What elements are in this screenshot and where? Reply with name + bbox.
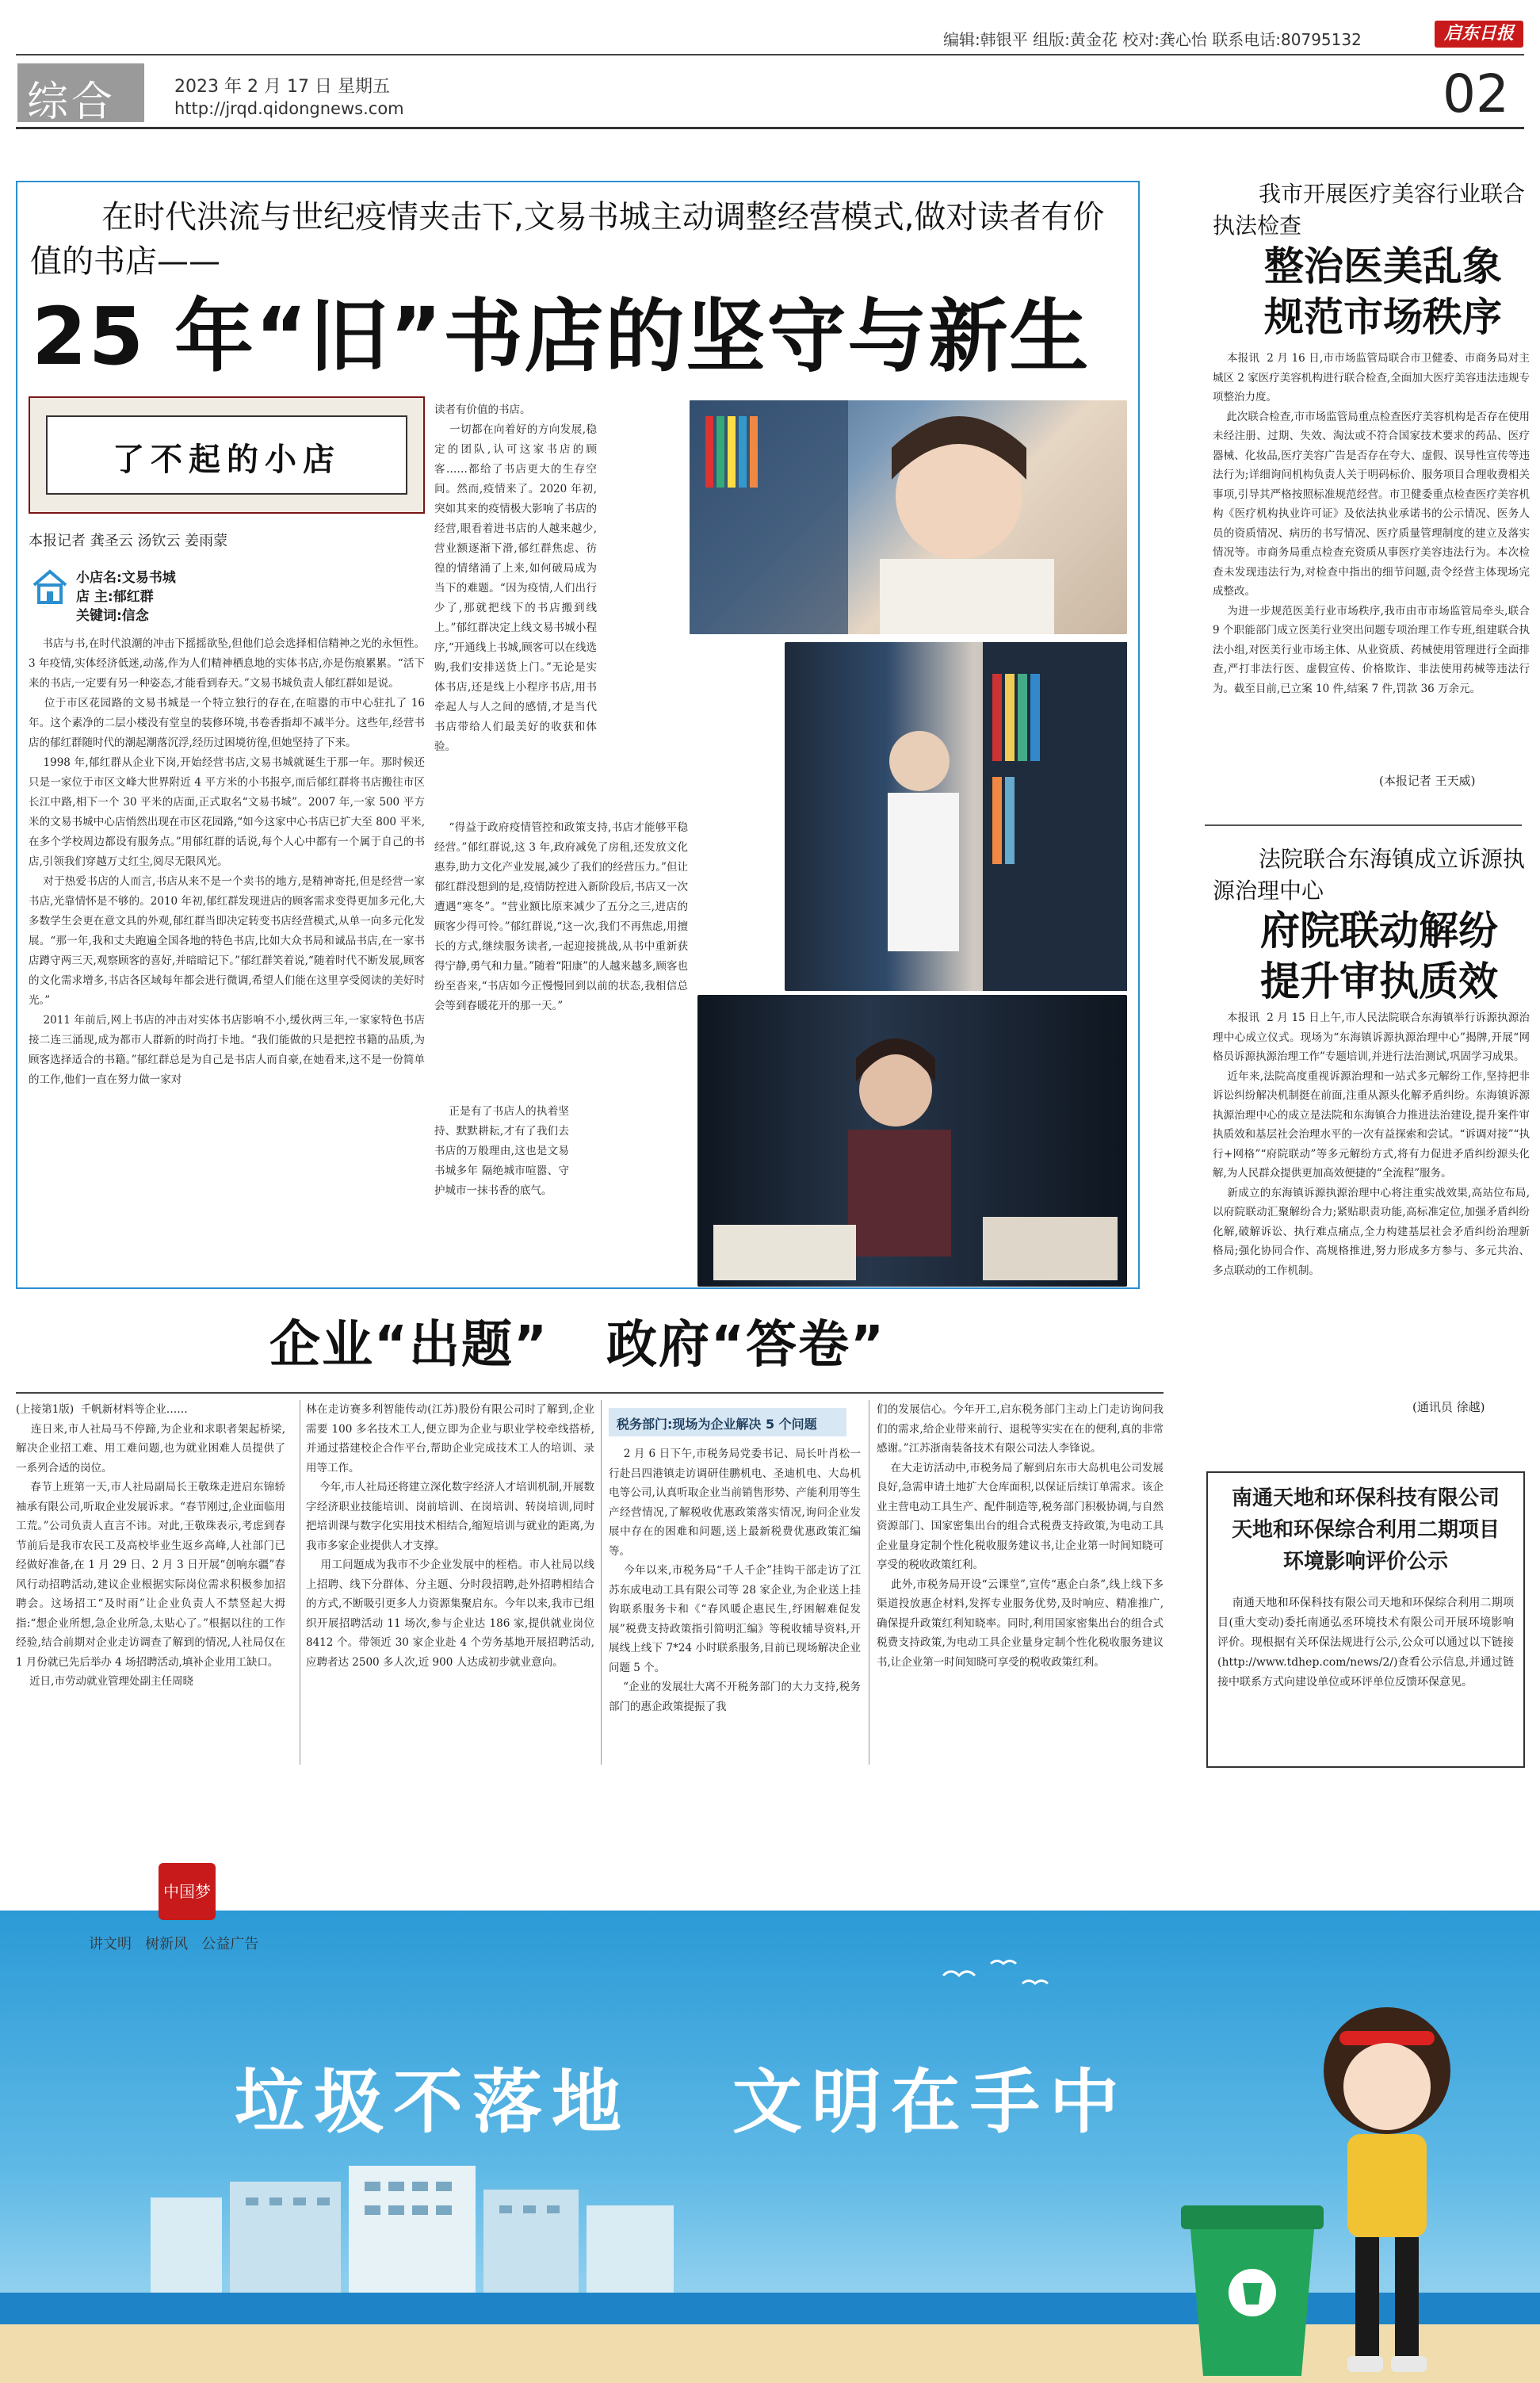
second-rule [16,1392,1164,1394]
photo-girl-reading [690,400,1127,634]
lead-byline: 本报记者 龚圣云 汤钦云 姜雨蒙 [29,533,228,549]
side1-kicker: 我市开展医疗美容行业联合执法检查 [1213,181,1526,239]
second-column-4: 们的发展信心。今年开工,启东税务部门主动上门走访询问我们的需求,给企业带来前行、退税等实实在在的便利,真的非常感谢。”江苏浙南装备技术有限公司法人李锋说。 在大走访活动中,市税务局了解到启东市大岛机电公司发展良好,急需申请土地扩大仓库面积,以保证后续订单需求。该企业主营电动工具生产、配件制造等,税务部门积极协调,与自然资源部门、国家密集出台的组合式税费支持政策,为电动工具企业量身定制个性化税收服务建议书,让企业第一时间知晓可享受的税收政策红利。 此外,市税务局开设“云课堂”,宣传“惠企白条”,线上线下多渠道投放惠企材料,发挥专业服务优势,及时响应、精准推广,确保提升政策红利知晓率。同时,利用国家密集出台的组合式税费支持政策,为电动工具企业量身定制个性化税收服务建议书,让企业第一时间知晓可享受的税收政策红利。 [877,1403,1164,1669]
side2-headline: 府院联动解纷 提升审执质效 [1260,908,1498,1004]
lead-column-2c: 正是有了书店人的执着坚持、默默耕耘,才有了我们去书店的万般理由,这也是文易书城多年 隔绝城市喧嚣、守护城市一抹书香的底气。 [434,1105,569,1197]
ad-banner [0,1817,1540,2383]
col-sep-2 [601,1400,602,1765]
lead-column-2b: “得益于政府疫情管控和政策支持,书店才能够平稳经营。”郁红群说,这 3 年,政府减免了房租,还发放文化惠券,助力文化产业发展,减少了我们的经营压力。”但让郁红群没想到的是,疫情防控进入新阶段后,书店又一次遭遇“寒冬”。“营业额比原来减少了五分之三,进店的顾客少得可怜。”郁红群说,“这一次,我们不再焦虑,用擅长的方式,继续服务读者,一起迎接挑战,从书中重新获得宁静,勇气和力量。”随着“阳康”的人越来越多,顾客也纷至沓来,“书店如今正慢慢回到以前的状态,我相信总会等到春暖花开的那一天。” [434,821,688,1012]
page-number: 02 [1443,63,1509,124]
masthead-rule-top [16,54,1524,55]
notice-title: 南通天地和环保科技有限公司 天地和环保综合利用二期项目 环境影响评价公示 [1231,1486,1500,1574]
shop-name: 小店名:文易书城 [76,570,176,586]
lead-kicker: 在时代洪流与世纪疫情夹击下,文易书城主动调整经营模式,做对读者有价值的书店—— [30,199,1105,280]
ad-buildings [127,2150,697,2293]
lead-banner [29,396,425,514]
subhead-tax-box [609,1408,846,1436]
lead-column-2a: 读者有价值的书店。 一切都在向着好的方向发展,稳定的团队,认可这家书店的顾客……都给了书店更大的生存空间。然而,疫情来了。2020 年初,突如其来的疫情极大影响了书店的经营,眼看着进书店的人越来越少,营业额逐渐下滑,郁红群焦虑、彷徨的情绪涌了上来,如何破局成为当下的难题。“因为疫情,人们出行少了,那就把线下的书店搬到线上。”郁红群决定上线文易书城小程序,“开通线上书城,顾客可以在线选购,我们安排送货上门。”无论是实体书店,还是线上小程序书店,用书牵起人与人之间的感情,才是当代书店带给人们最美好的收获和体验。 [434,404,597,753]
issue-date: 2023 年 2 月 17 日 星期五 [174,77,390,97]
side1-headline: 整治医美乱象 规范市场秩序 [1264,243,1502,340]
side2-signoff: (通讯员 徐越) [1412,1400,1485,1414]
masthead-credits: 编辑:韩银平 组版:黄金花 校对:龚心怡 联系电话:80795132 [943,30,1362,49]
shop-owner: 店 主:郁红群 [76,589,154,605]
ad-brand-text: 中国梦 [163,1882,211,1901]
logo-text: 启东日报 [1443,24,1514,44]
ad-slogan: 垃圾不落地 文明在手中 [235,2061,1129,2143]
side2-body: 本报讯 2 月 15 日上午,市人民法院联合东海镇举行诉源执源治理中心成立仪式。现场为“东海镇诉源执源治理中心”揭牌,开展“网格员诉源执源治理工作”专题培训,并进行法治测试,巩固学习成果。 近年来,法院高度重视诉源治理和一站式多元解纷工作,坚持把非诉讼纠纷解决机制挺在前面,注重从源头化解矛盾纠纷。东海镇诉源执源治理中心的成立是法院和东海镇合力推进法治建设,提升案件审执质效和基层社会治理水平的一次有益探索和尝试。“诉调对接”“执行+网格”“府院联动”等多元解纷方式,将有力促进矛盾纠纷源头化解,为人民群众提供更加高效便捷的“全流程”服务。 新成立的东海镇诉源执源治理中心将注重实战效果,高站位布局,以府院联动汇聚解纷合力;紧贴职责功能,高标准定位,加强矛盾纠纷化解,破解诉讼、执行难点痛点,全力构建基层社会矛盾纠纷治理新格局;强化协同合作、高规格推进,努力形成多方参与、多元共治、多点联动的工作机制。 [1213,1012,1530,1277]
side-divider-1 [1205,824,1522,826]
ad-seagulls [935,1952,1054,1999]
site-url: http://jrqd.qidongnews.com [174,99,404,118]
shop-keyword: 关键词:信念 [76,608,149,624]
banner-text: 了不起的小店 [113,441,341,478]
second-column-1: (上接第1版) 千帆新材料等企业…… 连日来,市人社局马不停蹄,为企业和求职者架起桥梁,解决企业招工难、用工难问题,也为就业困难人员提供了一系列合适的岗位。 春节上班第一天,市人社局副局长王敬珠走进启东锦轿袖承有限公司,听取企业发展诉求。“春节刚过,企业面临用工荒。”公司负责人直言不讳。对此,王敬珠表示,考虑到春节前后是我市农民工及高校毕业生返乡高峰,人社部门已经做好准备,在 1 月 29 日、2 月 3 日开展“创响东疆”春风行动招聘活动,建议企业根据实际岗位需求积极参加招聘会。这场招工“及时雨”让企业负责人不禁竖起大拇指:“想企业所想,急企业所急,太贴心了。”根据以往的工作经验,结合前期对企业走访调查了解到的情况,人社局仅在 1 月份就已先后举办 4 场招聘活动,填补企业用工缺口。 近日,市劳动就业管理处副主任周晓 [16,1403,285,1688]
ad-tags: 讲文明 树新风 公益广告 [89,1936,259,1953]
photo-store-owner [697,995,1127,1287]
ad-girl-illustration [1300,1999,1474,2383]
section-tab [17,63,144,126]
subhead-tax: 税务部门:现场为企业解决 5 个问题 [617,1417,817,1432]
section-label: 综合 [27,78,117,126]
side1-body: 本报讯 2 月 16 日,市市场监管局联合市卫健委、市商务局对主城区 2 家医疗美容机构进行联合检查,全面加大医疗美容违法违规专项整治力度。 此次联合检查,市市场监管局重点检查医疗美容机构是否存在使用未经注册、过期、失效、淘汰或不符合国家技术要求的药品、医疗器械、化妆品,医疗美容广告是否存在夸大、虚假、误导性宣传等违法行为;详细询问机构负责人关于明码标价、服务项目合理收费相关事项,引导其严格按照标准规范经营。市卫健委重点检查医疗美容机构《医疗机构执业许可证》及依法执业承诺书的公示情况、医务人员的资质情况、病历的书写情况、医疗质量管理制度的建立及落实情况等。市商务局重点检查充资质从事医疗美容违法行为。本次检查未发现违法行为,对检查中指出的细节问题,责令经营主体现场完成整改。 为进一步规范医美行业市场秩序,我市由市市场监管局牵头,联合 9 个职能部门成立医美行业突出问题专项治理工作专班,组建联合执法小组,对医美行业市场主体、从业资质、药械使用管理进行全面排查,严打非法行医、虚假宣传、价格欺诈、非法使用药械等违法行为。截至目前,已立案 10 件,结案 7 件,罚款 36 万余元。 [1213,352,1530,695]
notice-body: 南通天地和环保科技有限公司天地和环保综合利用二期项目(重大变动)委托南通弘丞环境技术有限公司开展环境影响评价。现根据有关环保法规进行公示,公众可以通过以下链接(http://www.tdhep.com/news/2/)查看公示信息,并通过链接中联系方式向建设单位或环评单位反馈环保意见。 [1217,1597,1514,1689]
side1-signoff: (本报记者 王天威) [1379,774,1476,788]
lead-column-1: 书店与书,在时代浪潮的冲击下摇摇欲坠,但他们总会选择相信精神之光的永恒性。3 年疫情,实体经济低迷,动荡,作为人们精神栖息地的实体书店,亦是伤痕累累。“活下来的书店,一定要有另一种姿态,才能看到春天。”文易书城负责人郁红群如是说。 位于市区花园路的文易书城是一个特立独行的存在,在喧嚣的市中心驻扎了 16 年。这个素净的二层小楼没有堂皇的装修环境,书卷香指却不减半分。这些年,经营书店的郁红群随时代的潮起潮落沉浮,经历过困境彷徨,但她坚持了下来。 1998 年,郁红群从企业下岗,开始经营书店,文易书城就诞生于那一年。那时候还只是一家位于市区文峰大世界附近 4 平方米的小书报亭,而后郁红群将书店搬往市区长江中路,相下一个 30 平米的店面,正式取名“文易书城”。2007 年,一家 500 平方米的文易书城中心店悄然出现在市区花园路,“如今这家中心书店已扩大至 800 平米,在多个学校周边都设有服务点。”用郁红群的话说,每个人心中都有一个属于自己的书店,引领我们穿越万丈红尘,阅尽无限风光。 对于热爱书店的人而言,书店从来不是一个卖书的地方,是精神寄托,但是经营一家书店,光靠情怀是不够的。2010 年初,郁红群发现进店的顾客需求变得更加多元化,大多数学生会更在意文具的外观,郁红群当即决定转变书店经营模式,从单一向多元化发展。“那一年,我和丈夫跑遍全国各地的特色书店,比如大众书局和诚品书店,在一家书店蹲守两三天,观察顾客的喜好,并暗暗记下。”郁红群笑着说,“随着时代不断发展,顾客的文化需求增多,书店各区域每年都会进行微调,希望人们能在这里享受阅读的美好时光。” 2011 年前后,网上书店的冲击对实体书店影响不小,缓伙两三年,一家家特色书店接二连三涌现,成为都市人群新的时尚打卡地。“我们能做的只是把控书籍的品质,为顾客选择适合的书籍。”郁红群总是为自己是书店人而自豪,在她看来,这不是一份简单的工作,他们一直在努力做一家对 [29,637,425,1086]
ad-brand-mark [159,1863,216,1920]
second-column-3: 2 月 6 日下午,市税务局党委书记、局长叶肖松一行赴吕四港镇走访调研佳鹏机电、圣迪机电、大岛机电等公司,认真听取企业当前销售形势、产能利用等生产经营情况,了解税收优惠政策落实情况,询问企业发展中存在的困难和问题,送上最新税费优惠政策汇编等。 今年以来,市税务局“千人千企”挂钩干部走访了江苏东成电动工具有限公司等 28 家企业,为企业送上挂钩联系服务卡和《“春风暖企惠民生,纾困解难促发展”税费支持政策指引简明汇编》等税收辅导资料,开展线上线下 7*24 小时联系服务,目前已现场解决企业问题 5 个。 “企业的发展壮大离不开税务部门的大力支持,税务部门的惠企政策提振了我 [609,1448,861,1713]
side2-kicker: 法院联合东海镇成立诉源执源治理中心 [1213,846,1526,904]
masthead-logo [1435,21,1523,48]
second-headline: 企业“出题” 政府“答卷” [269,1316,886,1375]
lead-headline: 25 年“旧”书店的坚守与新生 [32,290,1091,383]
second-column-2: 林在走访赛多利智能传动(江苏)股份有限公司时了解到,企业需要 100 多名技术工人,便立即为企业与职业学校牵线搭桥,并通过搭建校企合作平台,帮助企业完成技术工人的培训、录用等工作。 今年,市人社局还将建立深化数字经济人才培训机制,开展数字经济职业技能培训、岗前培训、在岗培训、转岗培训,同时把培训课与数字化实用技术相结合,缩短培训与就业的距离,为我市多家企业提供人才支撑。 用工问题成为我市不少企业发展中的桎梏。市人社局以线上招聘、线下分群体、分主题、分时段招聘,赴外招聘相结合的方式,不断吸引更多人力资源集聚启东。今年以来,我市已组织开展招聘活动 11 场次,参与企业达 186 家,提供就业岗位 8412 个。带领近 30 家企业赴 4 个劳务基地开展招聘活动,应聘者达 2500 多人次,近 900 人达成初步就业意向。 [306,1403,594,1669]
masthead-rule-bottom [16,127,1524,129]
photo-woman-shelves [785,642,1127,991]
shop-icon [30,568,70,607]
